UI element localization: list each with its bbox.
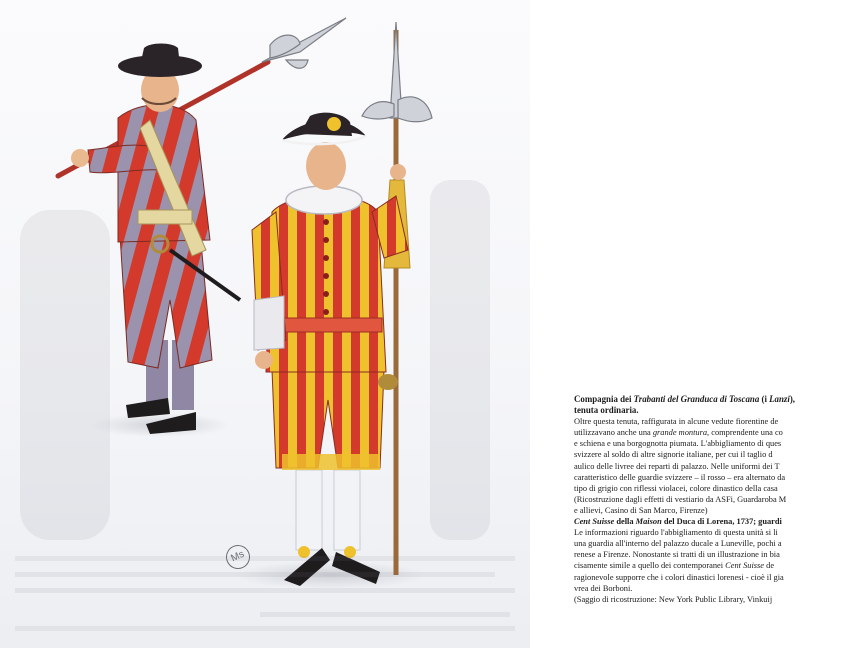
caption-italic: Cent Suisse [725, 561, 765, 571]
caption-line: aulico delle livree dei reparti di palazzo. Nelle uniformi dei T [574, 461, 780, 471]
title-prefix: Compagnia dei [574, 394, 634, 404]
caption-line: renese a Firenze. Nonostante si tratti di un illustrazione in bia [574, 550, 780, 560]
caption-fragment: de [764, 561, 775, 571]
caption-line: Oltre questa tenuta, raffigurata in alcune vedute fiorentine de [574, 417, 779, 427]
caption-line: e allievi, Casino di San Marco, Firenze) [574, 505, 708, 515]
heading-2-italic-2: Maison [635, 517, 662, 527]
left-halberd-head [262, 18, 346, 68]
caption-line [574, 427, 854, 438]
caption-line: caratteristico delle guardie svizzere – il rosso – era alternato da [574, 472, 786, 482]
caption-subtitle: tenuta ordinaria. [574, 405, 639, 416]
caption-line: una guardia all'interno del palazzo ducale a Luneville, pochi a [574, 539, 782, 549]
heading-2-rest: del Duca di Lorena, 1737; guardi [661, 517, 782, 527]
caption-line: (Saggio di ricostruzione: New York Public Library, Vinkuij [574, 594, 773, 604]
caption-heading-2 [574, 516, 854, 527]
caption-fragment: , comprendente una co [707, 428, 783, 438]
heading-2-fragment: della [614, 517, 636, 527]
caption-fragment: cisamente simile a quello dei contemporanei [574, 561, 726, 571]
title-italic: Trabanti del Granduca di Toscana [633, 394, 760, 404]
caption-line: svizzere al soldo di altre signorie italiane, per cui il taglio d [574, 450, 773, 460]
right-halberd-head [362, 22, 432, 122]
artist-monogram: Ms [222, 541, 254, 573]
caption-text [574, 394, 854, 648]
title-middle: (i [759, 394, 770, 404]
heading-2-italic: Cent Suisse [574, 517, 615, 527]
caption-line [574, 560, 854, 571]
caption-fragment: utilizzavano anche una [574, 428, 653, 438]
right-guard-figure [252, 22, 432, 586]
caption-line: Le informazioni riguardo l'abbigliamento di questa unità si li [574, 528, 778, 538]
title-italic-2: Lanzi [769, 394, 790, 404]
caption-line: vrea dei Borboni. [574, 583, 633, 593]
caption-italic: grande montura [652, 428, 708, 438]
title-suffix: ), [789, 394, 796, 404]
caption-line: ragionevole supporre che i colori dinastici lorenesi - cioè il gia [574, 572, 784, 582]
caption-title [574, 394, 854, 405]
caption-line: (Ricostruzione dagli effetti di vestiario da ASFi, Guardaroba M [574, 494, 787, 504]
caption-line: e schiena e una borgognotta piumata. L'abbigliamento di ques [574, 439, 782, 449]
caption-line: tipo di grigio con riflessi violacei, colore dinastico della casa [574, 483, 778, 493]
